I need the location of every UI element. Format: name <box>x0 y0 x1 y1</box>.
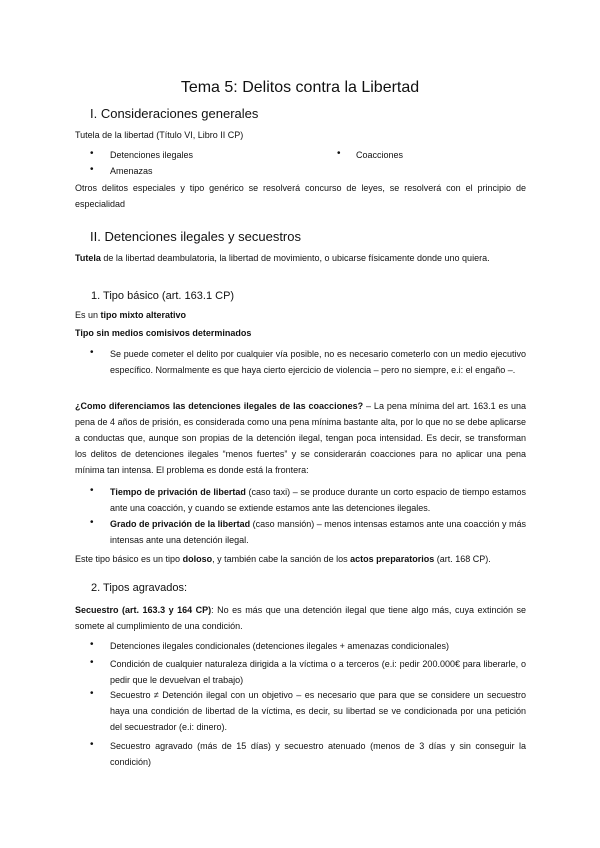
criterio-grado: Grado de privación de la libertad (caso mansión) – menos intensas estamos ante una coacción y más intensas ante una detención ilegal. <box>110 519 526 545</box>
bullet-icon: • <box>90 688 94 699</box>
criterio-tiempo: Tiempo de privación de libertad (caso taxi) – se produce durante un corto espacio de tiempo estamos ante una coacción, y cuando se extiende estamos ante las detenciones ilegales. <box>110 487 526 513</box>
section-heading-consideraciones: I. Consideraciones generales <box>90 106 259 121</box>
bullet-icon: • <box>90 148 94 159</box>
bullet-detenciones: Detenciones ilegales <box>110 150 194 160</box>
bullet-icon: • <box>90 164 94 175</box>
bullet-icon: • <box>90 485 94 496</box>
bullet-icon: • <box>90 657 94 668</box>
tipo-mixto-line: Es un tipo mixto alterativo <box>75 310 187 320</box>
subheading-tipos-agravados: 2. Tipos agravados: <box>91 582 188 594</box>
secuestro-paragraph: Secuestro (art. 163.3 y 164 CP): No es más que una detención ilegal que tiene algo más, cuya extinción se somete al cumplimiento de una condición. <box>75 605 527 631</box>
section-heading-detenciones: II. Detenciones ilegales y secuestros <box>90 229 301 244</box>
page-title: Tema 5: Delitos contra la Libertad <box>180 79 420 96</box>
bullet-cualquier-via: Se puede cometer el delito por cualquier vía posible, no es necesario cometerlo con un medio ejecutivo específico. Normalmente es que haya cierto ejercicio de violencia – pero no siempre, e.i: el engaño –. <box>110 349 526 375</box>
diferencia-paragraph: ¿Como diferenciamos las detenciones ilegales de las coacciones? – La pena mínima del art. 163.1 es una pena de 4 años de prisión, es considerada como una pena mínima bastante alta, por lo que no se debe aplicarse a conductas que, aunque son propias de la detención ilegal, tengan poca intensidad. Es decir, se transforman los delitos de detenciones ilegales “menos fuertes” y se considerarán coacciones para no aplicar una pena mínima tan intensa. El problema es donde está la frontera: <box>75 401 526 475</box>
section1-intro: Tutela de la libertad (Título VI, Libro II CP) <box>75 130 244 140</box>
tutela-paragraph: Tutela de la libertad deambulatoria, la libertad de movimiento, o ubicarse físicamente donde uno quiera. <box>75 253 490 263</box>
section1-paragraph: Otros delitos especiales y tipo genérico se resolverá concurso de leyes, se resolverá con el principio de especialidad <box>75 183 526 209</box>
bullet-amenazas: Amenazas <box>110 166 153 176</box>
bullet-icon: • <box>90 517 94 528</box>
bullet-coacciones: Coacciones <box>356 150 404 160</box>
medios-comisivos-line: Tipo sin medios comisivos determinados <box>75 328 252 338</box>
agravado-item: Detenciones ilegales condicionales (detenciones ilegales + amenazas condicionales) <box>110 641 449 651</box>
agravado-item: Secuestro ≠ Detención ilegal con un objetivo – es necesario que para que se considere un secuestro haya una condición de libertad de la víctima, es decir, su libertad se ve condicionada por una petición del secuestrador (e.i: dinero). <box>110 690 526 732</box>
bullet-icon: • <box>90 347 94 358</box>
agravado-item: Condición de cualquier naturaleza dirigida a la víctima o a terceros (e.i: pedir 200.000€ para liberarle, o pedir que le devuelvan el trabajo) <box>110 659 526 685</box>
subheading-tipo-basico: 1. Tipo básico (art. 163.1 CP) <box>91 290 235 302</box>
agravado-item: Secuestro agravado (más de 15 días) y secuestro atenuado (menos de 3 días y sin conseguir la condición) <box>110 741 526 767</box>
bullet-icon: • <box>90 739 94 750</box>
tipo-basico-closing: Este tipo básico es un tipo doloso, y también cabe la sanción de los actos preparatorios (art. 168 CP). <box>75 554 491 564</box>
bullet-icon: • <box>90 639 94 650</box>
bullet-icon: • <box>337 148 341 159</box>
